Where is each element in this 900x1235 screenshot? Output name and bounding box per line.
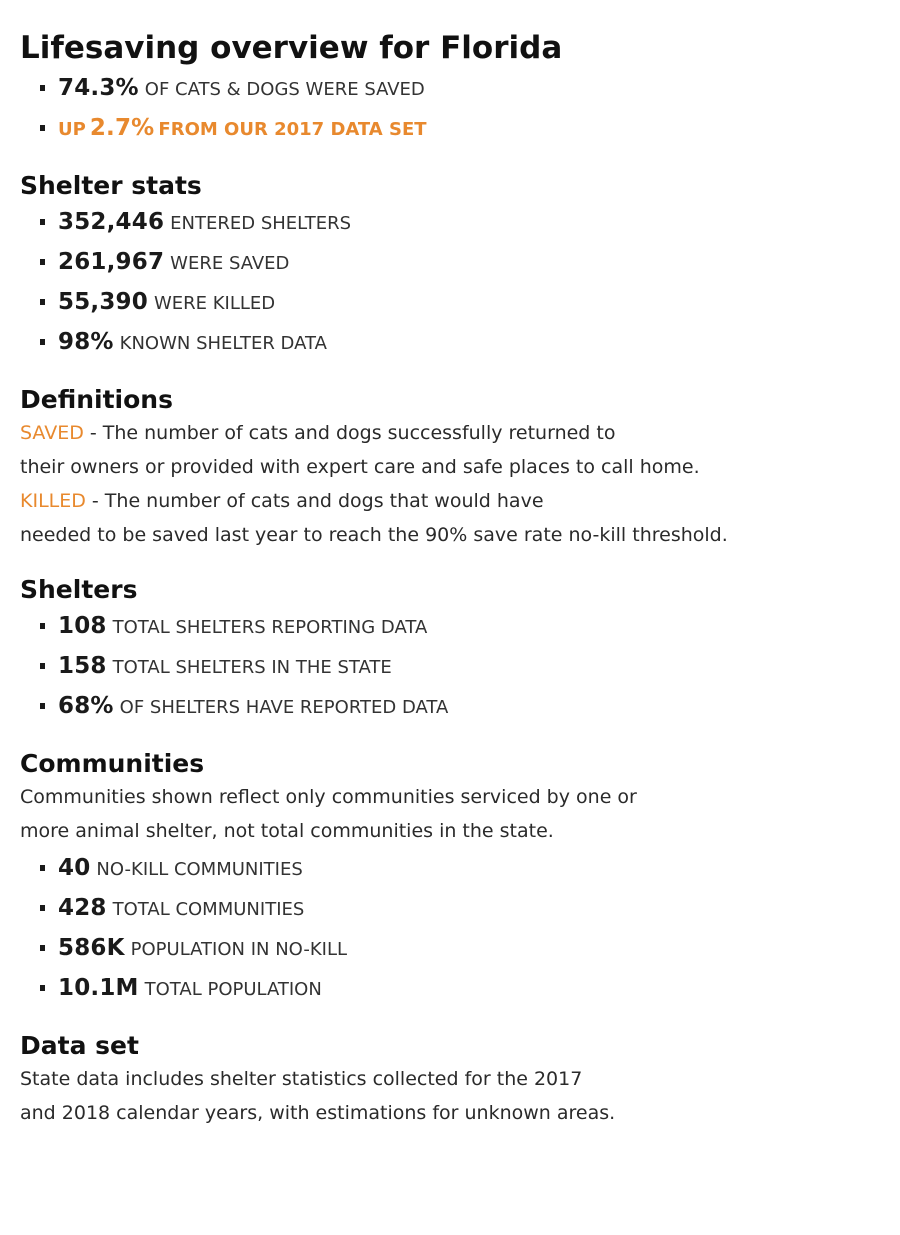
- stat-prefix: UP: [58, 119, 86, 140]
- lifesaving-overview-panel: [20, 28, 880, 1130]
- definition-text: - The number of cats and dogs successfully returned to: [83, 422, 616, 444]
- section-heading-definitions: Definitions: [20, 385, 173, 414]
- stat-label: TOTAL SHELTERS IN THE STATE: [112, 657, 392, 678]
- stat-value: 428: [58, 895, 107, 921]
- stat-label: POPULATION IN NO-KILL: [130, 939, 348, 960]
- term-saved: SAVED: [20, 422, 84, 444]
- overview-list: [20, 68, 880, 148]
- stat-label: TOTAL POPULATION: [144, 979, 322, 1000]
- list-item: [40, 606, 880, 646]
- stat-label: KNOWN SHELTER DATA: [119, 333, 327, 354]
- list-item: [40, 108, 880, 148]
- list-item: [40, 242, 880, 282]
- definition-text: - The number of cats and dogs that would have: [85, 490, 544, 512]
- stat-value: 74.3%: [58, 75, 139, 101]
- list-item: [40, 888, 880, 928]
- stat-value: 261,967: [58, 249, 165, 275]
- definition-killed: [20, 484, 880, 552]
- communities-note: [20, 780, 880, 848]
- stat-value: 108: [58, 613, 107, 639]
- section-heading-shelter-stats: Shelter stats: [20, 171, 202, 200]
- stat-label: WERE KILLED: [153, 293, 276, 314]
- stat-label: NO-KILL COMMUNITIES: [96, 859, 303, 880]
- page-title: Lifesaving overview for Florida: [20, 30, 563, 66]
- section-heading-shelters: Shelters: [20, 575, 138, 604]
- description-text: and 2018 calendar years, with estimations for unknown areas.: [20, 1102, 616, 1124]
- definition-text: needed to be saved last year to reach the 90% save rate no-kill threshold.: [20, 524, 728, 546]
- stat-value: 10.1M: [58, 975, 139, 1001]
- communities-list: [20, 848, 880, 1008]
- stat-value: 158: [58, 653, 107, 679]
- stat-label: OF SHELTERS HAVE REPORTED DATA: [119, 697, 449, 718]
- stat-value: 352,446: [58, 209, 165, 235]
- shelter-stats-list: [20, 202, 880, 362]
- stat-value: 55,390: [58, 289, 148, 315]
- list-item: [40, 282, 880, 322]
- stat-label: FROM OUR 2017 DATA SET: [158, 119, 427, 140]
- list-item: [40, 202, 880, 242]
- list-item: [40, 848, 880, 888]
- stat-value: 68%: [58, 693, 114, 719]
- stat-label: WERE SAVED: [170, 253, 290, 274]
- section-heading-communities: Communities: [20, 749, 205, 778]
- stat-label: TOTAL SHELTERS REPORTING DATA: [112, 617, 428, 638]
- stat-value: 586K: [58, 935, 125, 961]
- shelters-list: [20, 606, 880, 726]
- list-item: [40, 322, 880, 362]
- stat-label: ENTERED SHELTERS: [170, 213, 352, 234]
- data-set-description: [20, 1062, 880, 1130]
- description-text: State data includes shelter statistics collected for the 2017: [20, 1068, 583, 1090]
- stat-label: TOTAL COMMUNITIES: [112, 899, 305, 920]
- list-item: [40, 686, 880, 726]
- stat-value: 98%: [58, 329, 114, 355]
- section-heading-data-set: Data set: [20, 1031, 139, 1060]
- definition-text: their owners or provided with expert care and safe places to call home.: [20, 456, 700, 478]
- stat-label: OF CATS & DOGS WERE SAVED: [144, 79, 425, 100]
- stat-value: 40: [58, 855, 91, 881]
- note-text: more animal shelter, not total communities in the state.: [20, 820, 554, 842]
- list-item: [40, 68, 880, 108]
- stat-value: 2.7%: [89, 115, 155, 141]
- term-killed: KILLED: [20, 490, 86, 512]
- list-item: [40, 928, 880, 968]
- definition-saved: [20, 416, 880, 484]
- list-item: [40, 968, 880, 1008]
- list-item: [40, 646, 880, 686]
- note-text: Communities shown reflect only communities serviced by one or: [20, 786, 637, 808]
